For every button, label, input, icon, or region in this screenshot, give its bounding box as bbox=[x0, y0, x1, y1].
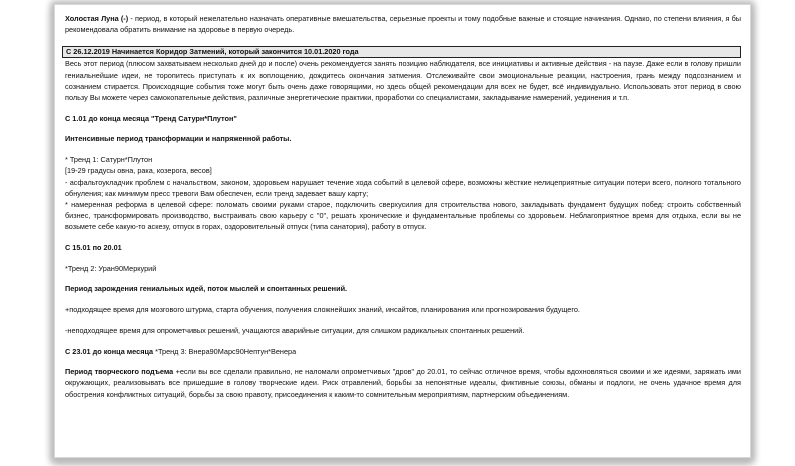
intro-text: - период, в который нежелательно назначать оперативные вмешательства, серьезные проекты и тому подобные важные и стоящие начинания. Однако, по степени влияния, я бы рекомендовала обратить внимание на здоровье в первую очередь. bbox=[65, 14, 741, 35]
venus-text: +если вы все сделали правильно, не наломали опрометчивых "дров" до 20.01, то сейчас отличное время, чтобы вдохновляться своими и же идеями, заряжать ими окружающих, реализовывать все пришедшие в голову творческие идеи. Риск отравлений, борьбы за непонятные идеалы, фиктивные союзы, обманы и подлоги, не очень удачное время для обострения конфликтных ситуаций, борьбы за свою правоту, присоединения к каким-то сомнительным мероприятиям, партнерским объединениям. bbox=[65, 367, 741, 399]
saturn-plus: * намеренная реформа в целевой сфере: поломать своими руками старое, подключить сверхусилия для строительства нового, закладывать фундамент будущих побед: строить собственный бизнес, трансформировать производство, выстраивать свою карьеру с "0", решать хронические и фундаментальные проблемы со здоровьем. Неблагоприятное время для отдыха, если вы не возьмете себе какую-то аскезу, отпуск в горах, оздоровительный отпуск (типа санатория), работу в отпуск. bbox=[65, 199, 741, 232]
uranus-plus: +подходящее время для мозгового штурма, старта обучения, получения сложнейших знаний, инсайтов, планирования или прогнозирования будущего. bbox=[65, 305, 580, 315]
intro-paragraph bbox=[65, 13, 741, 35]
saturn-degrees: [19-29 градусы овна, рака, козерога, весов] bbox=[65, 166, 212, 176]
intro-title: Холостая Луна (-) bbox=[65, 14, 129, 23]
saturn-subheading: Интенсивные период трансформации и напряженной работы. bbox=[65, 134, 292, 144]
saturn-minus: - асфальтоукладчик проблем с начальством, законом, здоровьем нарушает течение хода событий в целевой сфере, возможны жёсткие нелицеприятные ситуации потери всего, полного тотального обнуления; как минимум пресс тревоги Вам обеспечен, если тренд задевает вашу карту; bbox=[65, 177, 741, 198]
venus-subheading: Период творческого подъема bbox=[65, 367, 174, 377]
document-page bbox=[54, 4, 751, 458]
saturn-heading: С 1.01 до конца месяца "Тренд Сатурн*Плутон" bbox=[65, 113, 237, 123]
venus-trend: *Тренд 3: Внера90Марс90Нептун*Венера bbox=[153, 346, 297, 356]
document-content bbox=[65, 13, 741, 400]
uranus-trend: *Тренд 2: Уран90Меркурий bbox=[65, 263, 157, 273]
uranus-heading: С 15.01 по 20.01 bbox=[65, 243, 122, 253]
uranus-subheading: Период зарождения гениальных идей, поток мыслей и спонтанных решений. bbox=[65, 284, 348, 294]
eclipse-text: Весь этот период (плюсом захватываем несколько дней до и после) очень рекомендуется занять позицию наблюдателя, все инициативы и активные действия - на паузе. Даже если в голову пришли гениальнейшие идеи, не торопитесь приступать к их воплощению, дождитесь окончания затмения. Отслеживайте свои эмоциональные реакции, настроения, грань между подсознанием и сознанием стирается. Происходящие события тоже могут быть очень даже говорящими, но здесь общей рекомендации для всех не будет, всё индивидуально. Использовать этот период в свою пользу Вы можете через самокопательные действия, различные энергетические практики, проработки со специалистами, закладывание намерений, уединения и т.п. bbox=[65, 59, 741, 103]
eclipse-header: С 26.12.2019 Начинается Коридор Затмений, который закончится 10.01.2020 года bbox=[62, 46, 741, 58]
uranus-minus: -неподходящее время для опрометчивых решений, учащаются аварийные ситуации, для слишком радикальных спонтанных решений. bbox=[65, 325, 525, 335]
venus-heading: С 23.01 до конца месяца bbox=[65, 346, 154, 356]
venus-heading-line bbox=[65, 346, 741, 357]
venus-paragraph bbox=[65, 366, 741, 400]
saturn-trend: * Тренд 1: Сатурн*Плутон bbox=[65, 155, 153, 165]
